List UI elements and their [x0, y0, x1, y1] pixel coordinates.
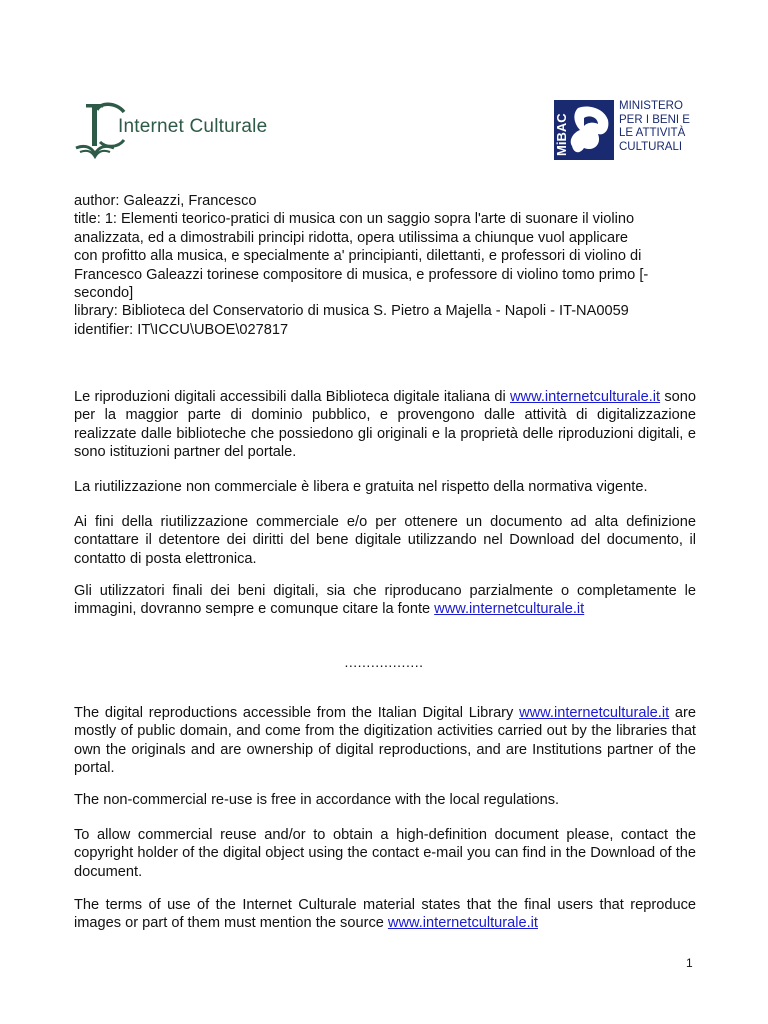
internet-culturale-logo-text: Internet Culturale	[118, 116, 268, 137]
english-p4-text: The terms of use of the Internet Culturale material states that the final users that reproduce images or part of them must mention the source	[74, 897, 696, 932]
author-line: author: Galeazzi, Francesco	[74, 193, 257, 209]
italian-paragraph-4	[74, 582, 696, 619]
page-number: 1	[686, 956, 693, 970]
mibac-line-3: LE ATTIVITÀ	[619, 127, 686, 139]
title-line-1: title: 1: Elementi teorico-pratici di musica con un saggio sopra l'arte di suonare il violino	[74, 211, 635, 228]
english-p1-link[interactable]: www.internetculturale.it	[519, 705, 670, 721]
library-line: library: Biblioteca del Conservatorio di musica S. Pietro a Majella - Napoli - IT-NA0059	[74, 303, 629, 320]
mibac-logo	[554, 100, 714, 160]
identifier-line: identifier: IT\ICCU\UBOE\027817	[74, 321, 289, 338]
mibac-vertical-text: MiBAC	[554, 113, 569, 156]
english-p1-text-b: are mostly of public domain, and come from the digitization activities carried out by the libraries that own the originals and are ownership of digital reproductions, and are Institutions partner of the portal.	[74, 705, 696, 777]
italian-p1-text-b: sono per la maggior parte di dominio pubblico, e provengono dalle attività di digitalizzazione realizzate dalle biblioteche che possiedono gli originali e la proprietà delle riproduzioni digitali, e sono istituzioni partner del portale.	[74, 389, 697, 461]
mibac-line-4: CULTURALI	[619, 140, 683, 153]
title-line-5: secondo]	[74, 285, 134, 302]
italian-p4-text: Gli utilizzatori finali dei beni digitali, sia che riproducano parzialmente o completamente le immagini, dovranno sempre e comunque citare la fonte	[74, 583, 696, 618]
mibac-ministry-name	[619, 100, 714, 154]
english-p4-link[interactable]: www.internetculturale.it	[387, 915, 538, 932]
metadata-block	[74, 192, 696, 339]
italian-p1-link[interactable]: www.internetculturale.it	[510, 389, 661, 405]
italian-paragraph-2: La riutilizzazione non commerciale è libera e gratuita nel rispetto della normativa vigente.	[74, 479, 648, 495]
italian-p1-text-a: Le riproduzioni digitali accessibili dalla Biblioteca digitale italiana di	[74, 389, 511, 405]
mibac-emblem-icon	[554, 100, 614, 160]
title-line-2: analizzata, ed a dimostrabili principi ridotta, opera utilissima a chiunque vuol applicare	[74, 229, 629, 246]
italian-paragraph-3: Ai fini della riutilizzazione commerciale e/o per ottenere un documento ad alta definizione contattare il detentore dei diritti del bene digitale utilizzando nel Download del documento, il contatto di posta elettronica.	[74, 514, 696, 567]
italian-p4-link[interactable]: www.internetculturale.it	[434, 601, 585, 618]
mibac-line-2: PER I BENI E	[619, 113, 690, 126]
internet-culturale-logo	[72, 98, 272, 160]
title-line-3: con profitto alla musica, e specialmente a' principianti, dilettanti, e professori di violino di	[74, 248, 642, 265]
italian-paragraph-1	[74, 388, 696, 462]
title-line-4: Francesco Galeazzi torinese compositore di musica, e professore di violino tomo primo [-	[74, 266, 649, 283]
language-separator: ..................	[344, 654, 424, 670]
english-paragraph-4	[74, 896, 696, 933]
english-p1-text-a: The digital reproductions accessible from the Italian Digital Library	[74, 705, 520, 721]
english-paragraph-1	[74, 704, 696, 778]
english-paragraph-2: The non-commercial re-use is free in accordance with the local regulations.	[74, 792, 560, 808]
english-paragraph-3: To allow commercial reuse and/or to obtain a high-definition document please, contact the copyright holder of the digital object using the contact e-mail you can find in the Download of the document.	[74, 827, 696, 880]
mibac-line-1: MINISTERO	[619, 100, 683, 112]
